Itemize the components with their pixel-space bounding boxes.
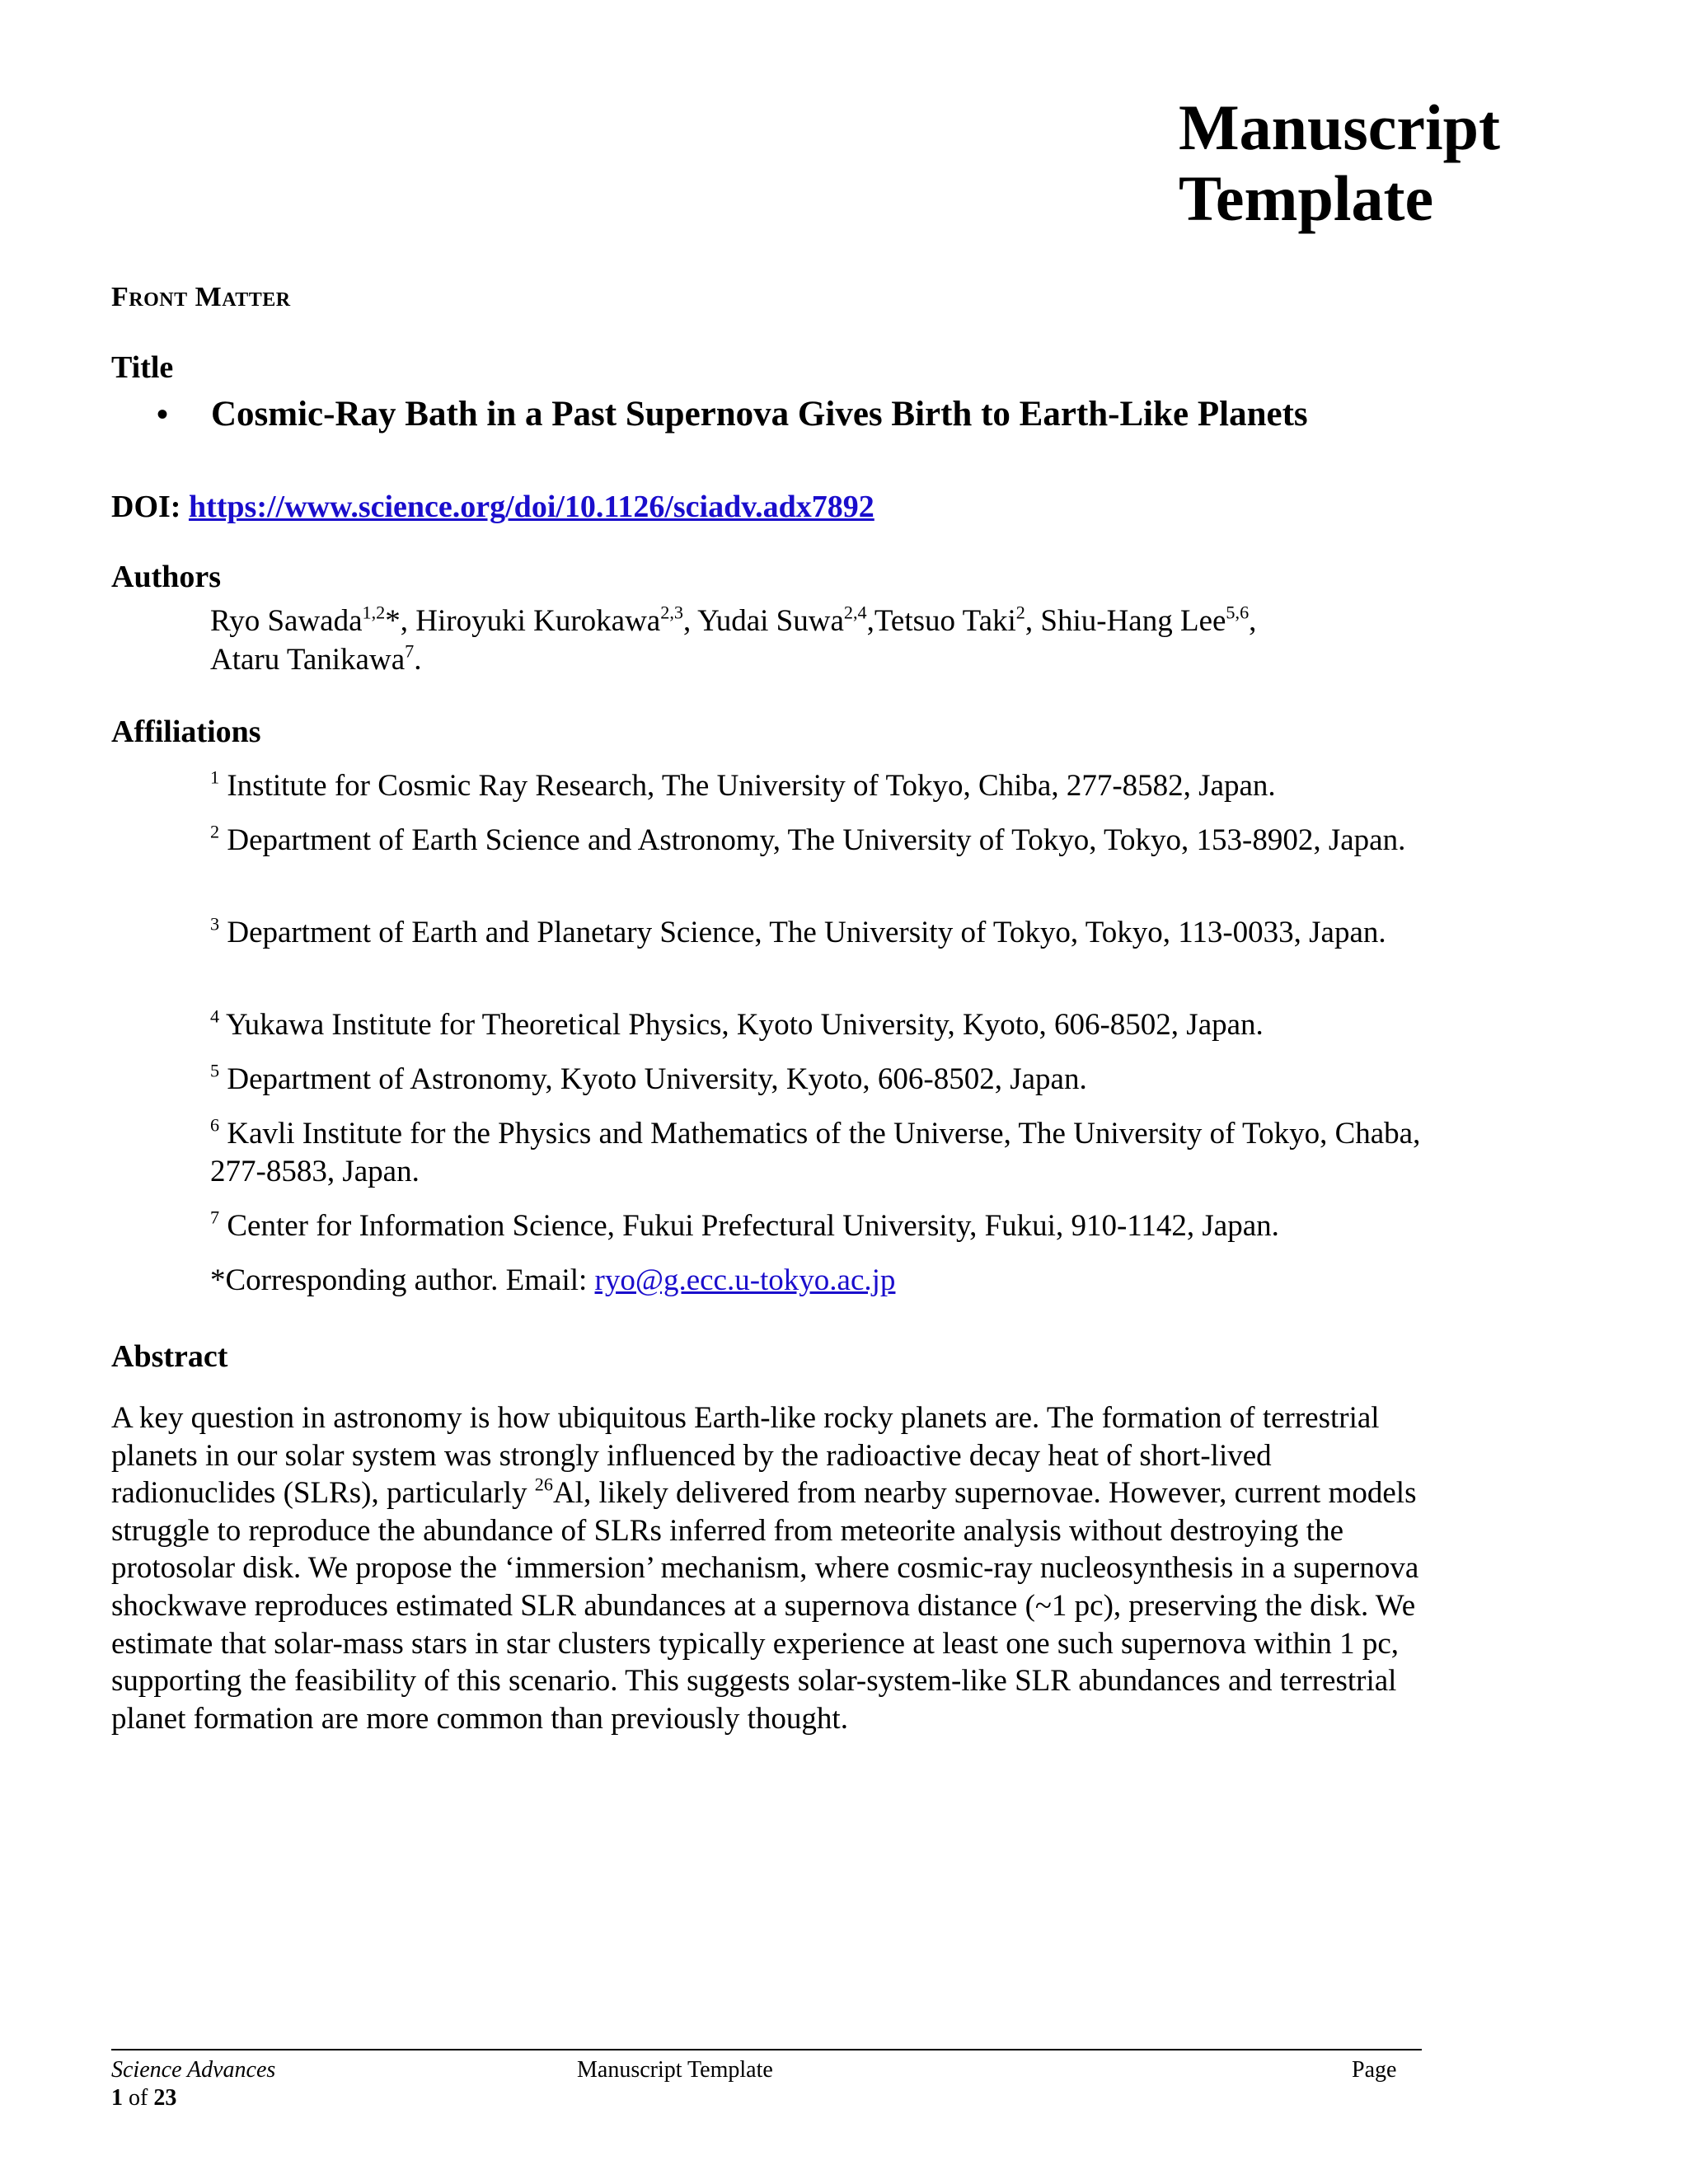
abstract-label: Abstract (111, 1339, 228, 1374)
author-name: Shiu-Hang Lee (1040, 604, 1226, 638)
author-separator: *, (385, 604, 416, 638)
affiliation-item (210, 1061, 1430, 1099)
author-name: Hiroyuki Kurokawa (415, 604, 661, 638)
author-separator: , (1249, 604, 1257, 638)
author-affiliation-marker: 5,6 (1226, 602, 1250, 623)
doi-label: DOI: (111, 490, 181, 524)
abstract-text-part-2: Al, likely delivered from nearby supernovae. However, current models struggle to reproduce the abundance of SLRs inferred from meteorite analysis without destroying the protosolar disk. We propose the ‘immersion’ mechanism, where cosmic-ray nucleosynthesis in a supernova shockwave reproduces estimated SLR abundances at a supernova distance (~1 pc), preserving the disk. We estimate that solar-mass stars in star clusters typically experience at least one such supernova within 1 pc, supporting the feasibility of this scenario. This suggests solar-system-like SLR abundances and terrestrial planet formation are more common than previously thought. (111, 1476, 1419, 1736)
affiliation-item (210, 1006, 1430, 1044)
affiliation-text: Department of Earth and Planetary Science, The University of Tokyo, Tokyo, 113-0033, Japan. (227, 916, 1386, 949)
author-separator: . (414, 643, 422, 677)
front-matter-label: Front Matter (111, 282, 291, 312)
affiliation-item (210, 1207, 1430, 1245)
title-label: Title (111, 350, 174, 385)
author-affiliation-marker: 2 (1015, 602, 1025, 623)
affiliation-number: 4 (210, 1005, 220, 1027)
affiliation-number: 7 (210, 1207, 220, 1228)
affiliation-item (210, 767, 1430, 805)
affiliation-text: Department of Astronomy, Kyoto University, Kyoto, 606-8502, Japan. (227, 1062, 1087, 1096)
author-affiliation-marker: 2,4 (843, 602, 867, 623)
footer-template-name: Manuscript Template (577, 2057, 773, 2083)
author-affiliation-marker: 7 (405, 640, 415, 662)
corresponding-email-link[interactable]: ryo@g.ecc.u-tokyo.ac.jp (594, 1263, 896, 1297)
affiliation-text: Kavli Institute for the Physics and Mathematics of the Universe, The University of Tokyo, Chaba, 277-8583, Japan. (210, 1117, 1421, 1188)
authors-label: Authors (111, 560, 222, 594)
corresponding-author (210, 1262, 1430, 1300)
heading-line-2: Template (1179, 162, 1434, 234)
affiliation-text: Department of Earth Science and Astronomy, The University of Tokyo, Tokyo, 153-8902, Japan. (227, 823, 1406, 857)
author-name: Ryo Sawada (210, 604, 363, 638)
footer-journal: Science Advances (111, 2057, 276, 2083)
affiliation-number: 2 (210, 821, 220, 842)
author-separator: , (866, 604, 874, 638)
abstract-body (111, 1399, 1422, 1737)
bullet-icon: • (157, 396, 169, 433)
author-affiliation-marker: 2,3 (660, 602, 683, 623)
affiliation-item (210, 914, 1430, 952)
paper-title-text: Cosmic-Ray Bath in a Past Supernova Gives Birth to Earth-Like Planets (211, 395, 1308, 434)
affiliation-number: 3 (210, 913, 220, 935)
heading-line-1: Manuscript (1179, 91, 1500, 163)
author-list (210, 602, 1496, 679)
footer-divider (111, 2049, 1422, 2050)
isotope-mass-number: 26 (534, 1474, 553, 1495)
affiliation-number: 6 (210, 1114, 220, 1136)
footer-page-number (111, 2085, 176, 2111)
corresponding-author-prefix: *Corresponding author. Email: (210, 1263, 595, 1297)
abstract-text-part-1: A key question in astronomy is how ubiquitous Earth-like rocky planets are. The formation of terrestrial planets in our solar system was strongly influenced by the radioactive decay heat of short-lived radionuclides (SLRs), particularly (111, 1401, 1380, 1511)
affiliation-text: Center for Information Science, Fukui Prefectural University, Fukui, 910-1142, Japan. (227, 1209, 1279, 1243)
author-affiliation-marker: 1,2 (362, 602, 386, 623)
page-of: of (123, 2085, 154, 2111)
author-name: Tetsuo Taki (874, 604, 1016, 638)
doi-link[interactable]: https://www.science.org/doi/10.1126/sciadv.adx7892 (188, 490, 874, 524)
page-total: 23 (153, 2085, 177, 2111)
affiliation-item (210, 822, 1430, 860)
doi-row (111, 489, 874, 525)
author-separator: , (682, 604, 698, 638)
footer-page-label: Page (1352, 2057, 1397, 2083)
affiliation-text: Yukawa Institute for Theoretical Physics, Kyoto University, Kyoto, 606-8502, Japan. (225, 1008, 1264, 1042)
author-separator: , (1025, 604, 1041, 638)
affiliations-label: Affiliations (111, 715, 261, 749)
manuscript-template-heading (1179, 92, 1607, 234)
affiliation-item (210, 1115, 1430, 1191)
affiliation-number: 1 (210, 766, 220, 788)
author-name: Ataru Tanikawa (210, 643, 406, 677)
paper-title (157, 394, 1308, 434)
affiliation-number: 5 (210, 1060, 220, 1081)
affiliation-text: Institute for Cosmic Ray Research, The University of Tokyo, Chiba, 277-8582, Japan. (227, 769, 1276, 803)
page-current: 1 (111, 2085, 123, 2111)
author-name: Yudai Suwa (697, 604, 844, 638)
